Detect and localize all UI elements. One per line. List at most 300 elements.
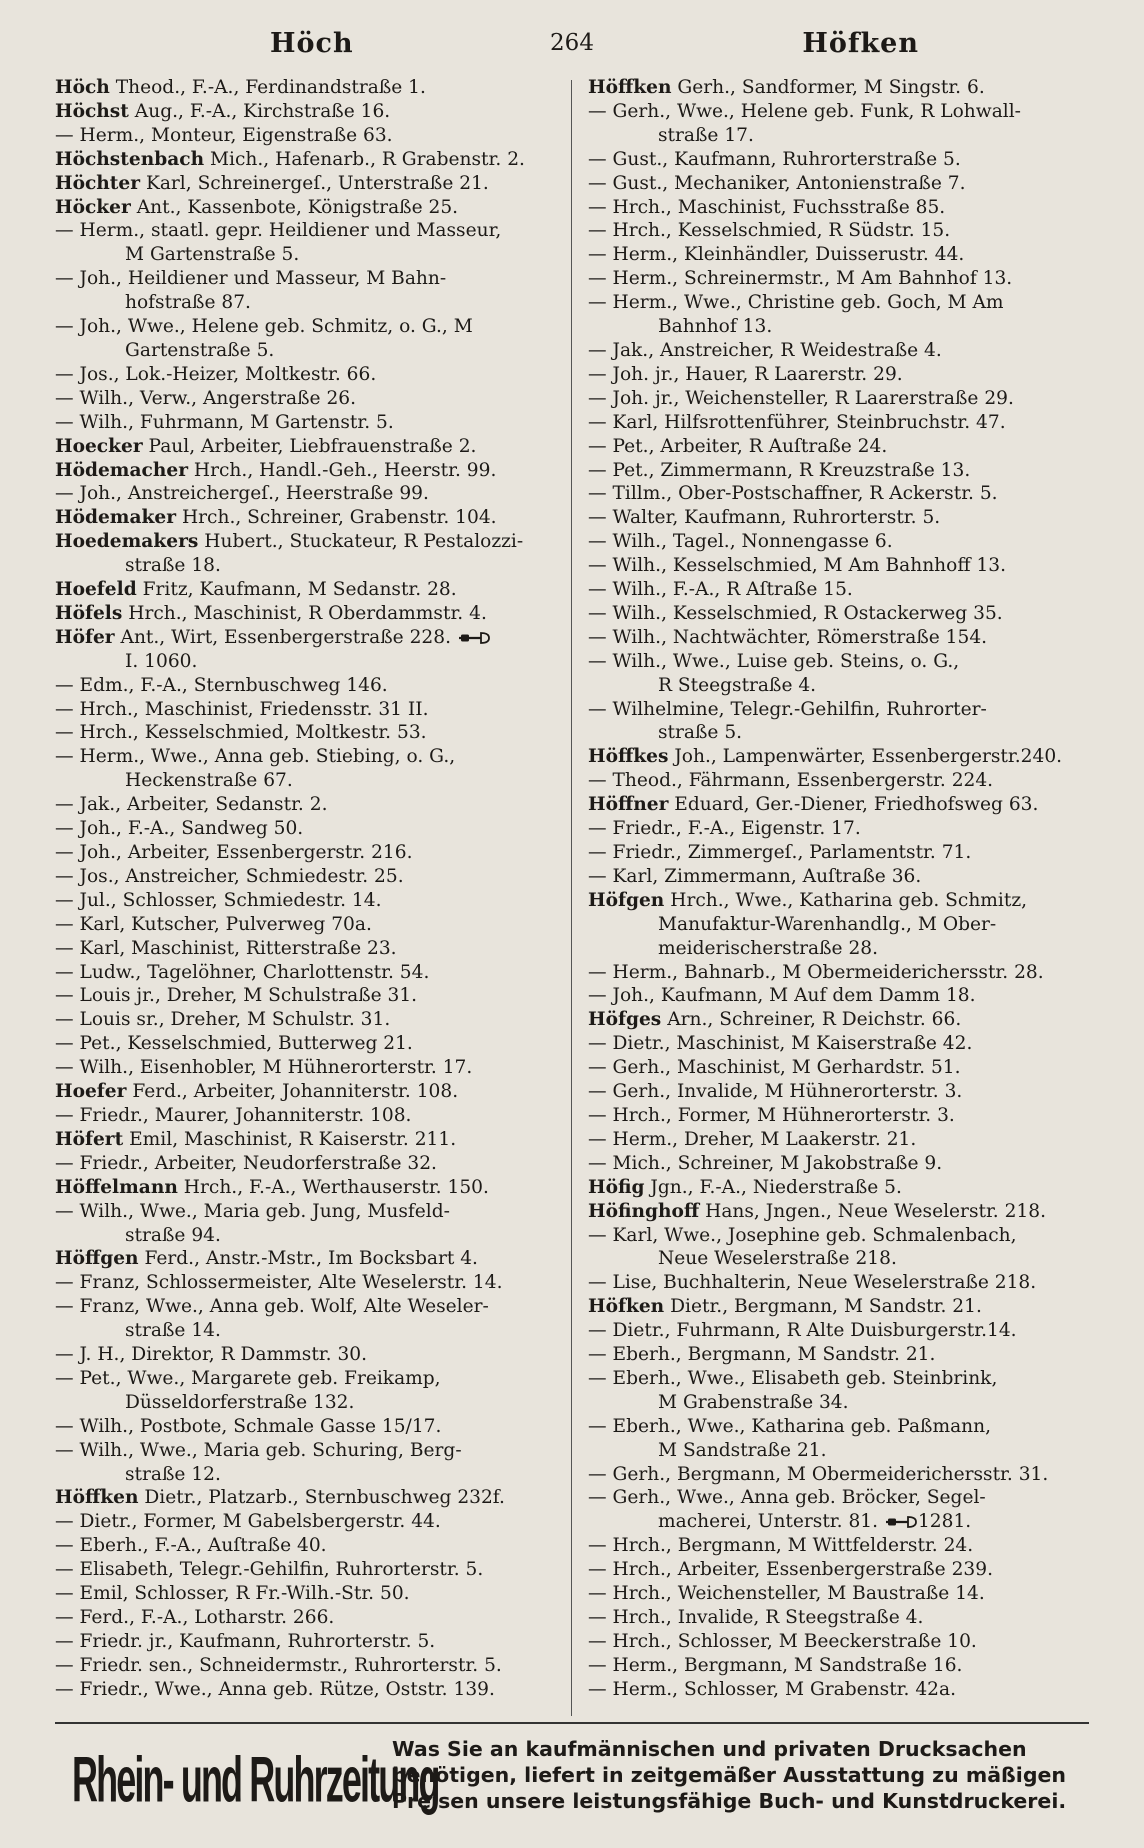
- directory-entry: [588, 530, 1091, 554]
- entry-text: Ferd., Arbeiter, Johanniterstr. 108.: [126, 1081, 459, 1103]
- directory-entry: [55, 1247, 558, 1271]
- directory-entry: [588, 1367, 1091, 1415]
- entry-text: — Joh., Kaufmann, M Auf dem Damm 18.: [588, 985, 976, 1007]
- entry-text: — Pet., Arbeiter, R Auſtraße 24.: [588, 435, 888, 457]
- entry-line: [588, 219, 1091, 243]
- entry-line: [55, 1367, 558, 1391]
- entry-text: — Hrch., Arbeiter, Essenbergerstraße 239.: [588, 1559, 993, 1581]
- entry-line: [588, 291, 1091, 315]
- entry-line: [55, 435, 558, 459]
- directory-entry: [55, 961, 558, 985]
- directory-entry: [55, 1056, 558, 1080]
- entry-line: [55, 1271, 558, 1295]
- entry-text: — Hrch., Maschinist, Friedensstr. 31 II.: [55, 698, 429, 720]
- entry-text: Paul, Arbeiter, Liebfrauenstraße 2.: [142, 435, 477, 457]
- entry-continuation: [588, 1247, 1091, 1271]
- entry-line: [588, 1630, 1091, 1654]
- entry-text: — Wilh., Tagel., Nonnengasse 6.: [588, 531, 893, 553]
- entry-line: [55, 100, 558, 124]
- entry-continuation-text: Manufaktur-Warenhandlg., M Ober-: [658, 913, 997, 935]
- entry-text: — Hrch., Former, M Hühnerorterstr. 3.: [588, 1104, 955, 1126]
- entry-line: [55, 865, 558, 889]
- entry-continuation-text: Gartenstraße 5.: [125, 339, 275, 361]
- entry-text: — Gust., Kaufmann, Ruhrorterstraße 5.: [588, 148, 961, 170]
- entry-surname: Hoefeld: [55, 579, 137, 601]
- entry-line: [55, 698, 558, 722]
- entry-line: [55, 1486, 558, 1510]
- directory-entry: [55, 1510, 558, 1534]
- entry-text: Hubert., Stuckateur, R Pestalozzi-: [198, 531, 524, 553]
- entry-text: Aug., F.-A., Kirchstraße 16.: [128, 100, 391, 122]
- entry-line: [588, 1367, 1091, 1391]
- entry-text: — Wilh., Wwe., Maria geb. Jung, Musfeld-: [55, 1200, 450, 1222]
- entry-line: [55, 196, 558, 220]
- entry-line: [588, 148, 1091, 172]
- entry-line: [588, 1319, 1091, 1343]
- entry-text: — Herm., Wwe., Anna geb. Stiebing, o. G.,: [55, 746, 456, 768]
- entry-surname: Höfinghoff: [588, 1200, 700, 1222]
- directory-entry: [588, 1032, 1091, 1056]
- right-column: [588, 76, 1091, 1720]
- entry-continuation: [588, 721, 1091, 745]
- entry-text: Hrch., Maschinist, R Oberdammstr. 4.: [122, 602, 487, 624]
- entry-line: [55, 219, 558, 243]
- entry-text: — Karl, Zimmermann, Auſtraße 36.: [588, 865, 922, 887]
- entry-surname: Hödemacher: [55, 459, 188, 481]
- entry-text: — Friedr., Arbeiter, Neudorferstraße 32.: [55, 1152, 437, 1174]
- directory-entry: [588, 172, 1091, 196]
- ad-logo: Rhein- und Ruhrzeitung: [72, 1744, 439, 1816]
- page-header: [55, 22, 1089, 70]
- entry-surname: Hoecker: [55, 435, 143, 457]
- entry-continuation: [588, 1391, 1091, 1415]
- entry-text: — Wilhelmine, Telegr.-Gehilfin, Ruhrorter-: [588, 698, 987, 720]
- directory-entry: [588, 243, 1091, 267]
- entry-text: — Wilh., Verw., Angerstraße 26.: [55, 387, 357, 409]
- entry-line: [588, 793, 1091, 817]
- entry-text: — Wilh., Kesselschmied, M Am Bahnhoff 13.: [588, 555, 1007, 577]
- directory-entry: [55, 1630, 558, 1654]
- directory-entry: [588, 1678, 1091, 1702]
- telephone-icon: [457, 632, 491, 644]
- entry-text: — Jos., Lok.-Heizer, Moltkestr. 66.: [55, 363, 377, 385]
- directory-entry: [55, 172, 558, 196]
- ad-line: Was Sie an kaufmännischen und privaten Drucksachen: [392, 1737, 1027, 1761]
- entry-line: [588, 1534, 1091, 1558]
- directory-entry: [588, 1582, 1091, 1606]
- entry-continuation: [55, 1463, 558, 1487]
- entry-surname: Höfken: [588, 1296, 665, 1318]
- entry-line: [588, 76, 1091, 100]
- directory-entry: [588, 1295, 1091, 1319]
- entry-text: — Herm., Wwe., Christine geb. Goch, M Am: [588, 292, 1004, 314]
- directory-entry: [588, 793, 1091, 817]
- directory-entry: [55, 1678, 558, 1702]
- directory-entry: [55, 674, 558, 698]
- entry-line: [588, 984, 1091, 1008]
- entry-continuation-text: straße 17.: [658, 124, 754, 146]
- entry-line: [55, 937, 558, 961]
- directory-entry: [55, 1080, 558, 1104]
- entry-continuation-text: M Grabenstraße 34.: [658, 1391, 849, 1413]
- entry-line: [55, 267, 558, 291]
- entry-continuation: [55, 339, 558, 363]
- entry-line: [588, 363, 1091, 387]
- entry-text: — Wilh., Postbote, Schmale Gasse 15/17.: [55, 1415, 442, 1437]
- entry-line: [55, 1080, 558, 1104]
- entry-line: [55, 530, 558, 554]
- directory-entry: [588, 626, 1091, 650]
- entry-text: — Wilh., Fuhrmann, M Gartenstr. 5.: [55, 411, 394, 433]
- entry-line: [588, 1295, 1091, 1319]
- entry-surname: Höffner: [588, 794, 669, 816]
- entry-text: — Herm., Bahnarb., M Obermeiderichersstr. 28.: [588, 961, 1044, 983]
- entry-line: [55, 1558, 558, 1582]
- entry-surname: Höchter: [55, 172, 141, 194]
- entry-text: — Gerh., Maschinist, M Gerhardstr. 51.: [588, 1057, 961, 1079]
- entry-text: — Gerh., Wwe., Helene geb. Funk, R Lohwall-: [588, 100, 1021, 122]
- entry-line: [55, 148, 558, 172]
- entry-text: — Friedr., Zimmergeſ., Parlamentstr. 71.: [588, 842, 972, 863]
- entry-text: — Hrch., Kesselschmied, R Südstr. 15.: [588, 220, 951, 242]
- directory-entry: [55, 1654, 558, 1678]
- directory-entry: [55, 937, 558, 961]
- directory-entry: [588, 1176, 1091, 1200]
- entry-line: [55, 1247, 558, 1271]
- entry-line: [588, 1176, 1091, 1200]
- directory-entry: [588, 1558, 1091, 1582]
- entry-text: Hrch., Schreiner, Grabenstr. 104.: [176, 507, 497, 529]
- entry-line: [55, 1032, 558, 1056]
- entry-text: — Gerh., Bergmann, M Obermeiderichersstr. 31.: [588, 1463, 1049, 1485]
- entry-text: Emil, Maschinist, R Kaiserstr. 211.: [123, 1128, 457, 1150]
- entry-text: — Herm., Schlosser, M Grabenstr. 42a.: [588, 1678, 956, 1700]
- entry-line: [55, 1582, 558, 1606]
- entry-line: [588, 1056, 1091, 1080]
- directory-entry: [55, 1606, 558, 1630]
- column-divider: [571, 80, 572, 1716]
- entry-line: [588, 554, 1091, 578]
- entry-text: — Wilh., Kesselschmied, R Ostackerweg 35.: [588, 602, 1003, 624]
- entry-line: [55, 793, 558, 817]
- directory-entry: [55, 1439, 558, 1487]
- directory-entry: [588, 1128, 1091, 1152]
- directory-entry: [588, 387, 1091, 411]
- directory-entry: [55, 148, 558, 172]
- directory-entry: [55, 1486, 558, 1510]
- directory-entry: [55, 315, 558, 363]
- entry-text: — Eberh., Wwe., Katharina geb. Paßmann,: [588, 1415, 992, 1437]
- entry-line: [55, 1654, 558, 1678]
- entry-line: [55, 889, 558, 913]
- directory-entry: [588, 1008, 1091, 1032]
- entry-line: [588, 1152, 1091, 1176]
- entry-surname: Höffgen: [55, 1248, 139, 1270]
- entry-text: — Friedr., F.-A., Eigenstr. 17.: [588, 818, 861, 840]
- entry-continuation: [588, 674, 1091, 698]
- entry-text: — Hrch., Weichensteller, M Baustraße 14.: [588, 1583, 985, 1605]
- entry-line: [55, 913, 558, 937]
- entry-continuation-text: M Sandstraße 21.: [658, 1439, 827, 1461]
- entry-text: — Elisabeth, Telegr.-Gehilfin, Ruhrorterstr. 5.: [55, 1559, 484, 1581]
- directory-entry: [588, 698, 1091, 746]
- entry-text: Mich., Hafenarb., R Grabenstr. 2.: [204, 148, 525, 170]
- entry-text: — Wilh., Nachtwächter, Römerstraße 154.: [588, 626, 988, 648]
- entry-text: — Herm., Schreinermstr., M Am Bahnhof 13.: [588, 268, 1013, 290]
- directory-entry: [588, 339, 1091, 363]
- entry-line: [588, 865, 1091, 889]
- entry-continuation-text: macherei, Unterstr. 81.: [658, 1511, 879, 1533]
- entry-line: [588, 196, 1091, 220]
- entry-line: [55, 1630, 558, 1654]
- directory-entry: [588, 1463, 1091, 1487]
- entry-line: [588, 1463, 1091, 1487]
- entry-continuation-text: hofstraße 87.: [125, 292, 251, 314]
- entry-line: [55, 172, 558, 196]
- entry-line: [588, 1080, 1091, 1104]
- directory-entry: [588, 650, 1091, 698]
- entry-text: — Joh., Heildiener und Masseur, M Bahn-: [55, 268, 447, 290]
- entry-text: — Friedr., Wwe., Anna geb. Rütze, Oststr. 139.: [55, 1678, 495, 1700]
- entry-continuation: [588, 124, 1091, 148]
- entry-text: Jgn., F.-A., Niederstraße 5.: [644, 1176, 902, 1198]
- directory-entry: [55, 459, 558, 483]
- ad-text: [392, 1736, 1092, 1814]
- entry-text: — Joh. jr., Hauer, R Laarerstr. 29.: [588, 363, 903, 385]
- entry-line: [55, 1104, 558, 1128]
- entry-text: — Karl, Hilfsrottenführer, Steinbruchstr. 47.: [588, 411, 1006, 433]
- directory-entry: [55, 1582, 558, 1606]
- entry-line: [588, 1104, 1091, 1128]
- entry-continuation-text: straße 94.: [125, 1224, 221, 1246]
- entry-text: — Franz, Schlossermeister, Alte Weselerstr. 14.: [55, 1272, 503, 1294]
- directory-entry: [588, 769, 1091, 793]
- entry-continuation-text: R Steegstraße 4.: [658, 674, 817, 696]
- entry-text: — Pet., Zimmermann, R Kreuzstraße 13.: [588, 459, 971, 481]
- entry-text: Dietr., Bergmann, M Sandstr. 21.: [664, 1296, 982, 1318]
- directory-entry: [588, 411, 1091, 435]
- directory-entry: [588, 1534, 1091, 1558]
- entry-line: [588, 1606, 1091, 1630]
- directory-entry: [588, 363, 1091, 387]
- entry-text: — Eberh., F.-A., Auſtraße 40.: [55, 1535, 327, 1557]
- directory-entry: [55, 793, 558, 817]
- entry-text: — Joh., Wwe., Helene geb. Schmitz, o. G., M: [55, 316, 473, 338]
- entry-text: Theod., F.-A., Ferdinandstraße 1.: [109, 77, 426, 98]
- entry-text: — Hrch., Kesselschmied, Moltkestr. 53.: [55, 722, 427, 744]
- directory-entry: [55, 865, 558, 889]
- directory-entry: [55, 1558, 558, 1582]
- entry-text: — Dietr., Fuhrmann, R Alte Duisburgerstr.14.: [588, 1320, 1017, 1342]
- directory-entry: [588, 1080, 1091, 1104]
- entry-line: [588, 1271, 1091, 1295]
- entry-line: [55, 626, 558, 650]
- entry-continuation: [588, 315, 1091, 339]
- entry-text: — J. H., Direktor, R Dammstr. 30.: [55, 1344, 368, 1366]
- entry-text: — Eberh., Bergmann, M Sandstr. 21.: [588, 1344, 936, 1366]
- entry-line: [55, 1295, 558, 1319]
- entry-continuation-text: Heckenstraße 67.: [125, 770, 293, 792]
- directory-entry: [588, 1271, 1091, 1295]
- entry-line: [55, 961, 558, 985]
- directory-entry: [55, 1152, 558, 1176]
- entry-line: [55, 1415, 558, 1439]
- directory-entry: [55, 1534, 558, 1558]
- entry-text: — Wilh., Wwe., Maria geb. Schuring, Berg-: [55, 1439, 462, 1461]
- entry-line: [55, 602, 558, 626]
- directory-entry: [55, 721, 558, 745]
- entry-text: — Edm., F.-A., Sternbuschweg 146.: [55, 674, 388, 696]
- entry-text: — Louis jr., Dreher, M Schulstraße 31.: [55, 985, 418, 1007]
- entry-line: [55, 1128, 558, 1152]
- entry-text: Hrch., Handl.-Geh., Heerstr. 99.: [188, 459, 497, 481]
- directory-entry: [55, 411, 558, 435]
- entry-continuation-text: straße 12.: [125, 1463, 221, 1485]
- directory-entry: [588, 148, 1091, 172]
- entry-line: [588, 411, 1091, 435]
- entry-line: [55, 984, 558, 1008]
- directory-entry: [55, 435, 558, 459]
- entry-text: — Joh., F.-A., Sandweg 50.: [55, 818, 304, 840]
- entry-continuation-text: M Gartenstraße 5.: [125, 244, 300, 266]
- entry-phone: 1281.: [917, 1511, 972, 1533]
- entry-line: [55, 674, 558, 698]
- entry-line: [55, 482, 558, 506]
- entry-text: — Gust., Mechaniker, Antonienstraße 7.: [588, 172, 966, 194]
- entry-line: [588, 1343, 1091, 1367]
- entry-continuation: [55, 1224, 558, 1248]
- entry-text: — Dietr., Maschinist, M Kaiserstraße 42.: [588, 1033, 973, 1055]
- entry-text: Karl, Schreinergeſ., Unterstraße 21.: [140, 172, 489, 194]
- entry-surname: Höfer: [55, 626, 115, 648]
- entry-continuation-text: straße 18.: [125, 555, 221, 577]
- entry-continuation: [588, 913, 1091, 937]
- directory-entry: [588, 1056, 1091, 1080]
- directory-entry: [55, 482, 558, 506]
- directory-entry: [588, 554, 1091, 578]
- entry-continuation-text: straße 5.: [658, 722, 743, 744]
- entry-surname: Höch: [55, 77, 110, 98]
- directory-entry: [588, 578, 1091, 602]
- entry-text: — Herm., Dreher, M Laakerstr. 21.: [588, 1128, 917, 1150]
- advertisement: [62, 1728, 1092, 1828]
- entry-continuation: [588, 937, 1091, 961]
- entry-line: [588, 1678, 1091, 1702]
- directory-entry: [55, 100, 558, 124]
- entry-line: [55, 1152, 558, 1176]
- page-number: 264: [550, 30, 594, 56]
- entry-line: [55, 1176, 558, 1200]
- entry-continuation-text: meiderischerstraße 28.: [658, 937, 879, 959]
- entry-text: Ant., Wirt, Essenbergerstraße 228.: [114, 626, 451, 648]
- directory-entry: [588, 602, 1091, 626]
- directory-entry: [588, 219, 1091, 243]
- directory-entry: [55, 1367, 558, 1415]
- directory-entry: [55, 219, 558, 267]
- directory-entry: [588, 1152, 1091, 1176]
- entry-line: [588, 961, 1091, 985]
- entry-text: Hrch., Wwe., Katharina geb. Schmitz,: [664, 889, 1028, 911]
- directory-entry: [588, 291, 1091, 339]
- directory-entry: [55, 626, 558, 674]
- entry-surname: Höfig: [588, 1176, 645, 1198]
- directory-entry: [588, 435, 1091, 459]
- directory-entry: [588, 817, 1091, 841]
- entry-line: [588, 172, 1091, 196]
- entry-text: Ant., Kassenbote, Königstraße 25.: [130, 196, 459, 218]
- directory-entry: [588, 841, 1091, 865]
- directory-entry: [55, 1343, 558, 1367]
- entry-text: — Pet., Wwe., Margarete geb. Freikamp,: [55, 1367, 441, 1389]
- entry-line: [55, 459, 558, 483]
- entry-continuation-text: Düsseldorferstraße 132.: [125, 1391, 355, 1413]
- entry-surname: Höfges: [588, 1009, 662, 1031]
- directory-entry: [55, 817, 558, 841]
- entry-line: [588, 100, 1091, 124]
- entry-text: Ferd., Anstr.-Mstr., Im Bocksbart 4.: [138, 1248, 478, 1270]
- entry-phone: I. 1060.: [125, 650, 198, 672]
- entry-line: [55, 1534, 558, 1558]
- ad-line: Preisen unsere leistungsfähige Buch- und Kunstdruckerei.: [392, 1789, 1067, 1813]
- entry-line: [588, 1654, 1091, 1678]
- directory-entry: [55, 124, 558, 148]
- entry-line: [55, 1200, 558, 1224]
- directory-entry: [55, 267, 558, 315]
- directory-entry: [588, 1630, 1091, 1654]
- entry-text: — Hrch., Invalide, R Steegstraße 4.: [588, 1607, 924, 1628]
- entry-text: — Ludw., Tagelöhner, Charlottenstr. 54.: [55, 961, 430, 983]
- directory-entry: [55, 387, 558, 411]
- entry-text: — Friedr., Maurer, Johanniterstr. 108.: [55, 1104, 412, 1126]
- directory-entry: [55, 745, 558, 793]
- entry-text: — Gerh., Wwe., Anna geb. Bröcker, Segel-: [588, 1487, 986, 1509]
- entry-line: [588, 1008, 1091, 1032]
- entry-line: [55, 363, 558, 387]
- entry-line: [55, 721, 558, 745]
- directory-entry: [588, 76, 1091, 100]
- entry-text: — Eberh., Wwe., Elisabeth geb. Steinbrink,: [588, 1367, 998, 1389]
- entry-line: [55, 1606, 558, 1630]
- directory-entry: [55, 1008, 558, 1032]
- directory-entry: [588, 1415, 1091, 1463]
- entry-surname: Höfert: [55, 1128, 124, 1150]
- entry-line: [588, 745, 1091, 769]
- directory-entry: [55, 841, 558, 865]
- entry-line: [588, 1582, 1091, 1606]
- directory-entry: [588, 1654, 1091, 1678]
- entry-text: — Tillm., Ober-Postschaffner, R Ackerstr. 5.: [588, 483, 998, 505]
- directory-entry: [55, 530, 558, 578]
- left-column: [55, 76, 558, 1720]
- entry-line: [55, 315, 558, 339]
- entry-text: — Joh. jr., Weichensteller, R Laarerstraße 29.: [588, 387, 1014, 409]
- directory-entry: [588, 1486, 1091, 1534]
- entry-line: [588, 578, 1091, 602]
- entry-continuation: [588, 1439, 1091, 1463]
- directory-entry: [55, 698, 558, 722]
- entry-line: [588, 602, 1091, 626]
- entry-line: [55, 1056, 558, 1080]
- entry-line: [588, 1224, 1091, 1248]
- entry-continuation: [55, 1391, 558, 1415]
- entry-surname: Höchst: [55, 100, 129, 122]
- entry-line: [588, 769, 1091, 793]
- directory-entry: [588, 1343, 1091, 1367]
- entry-line: [55, 1510, 558, 1534]
- entry-continuation-text: Bahnhof 13.: [658, 316, 773, 338]
- entry-text: Hrch., F.-A., Werthauserstr. 150.: [177, 1176, 489, 1198]
- directory-entry: [55, 1415, 558, 1439]
